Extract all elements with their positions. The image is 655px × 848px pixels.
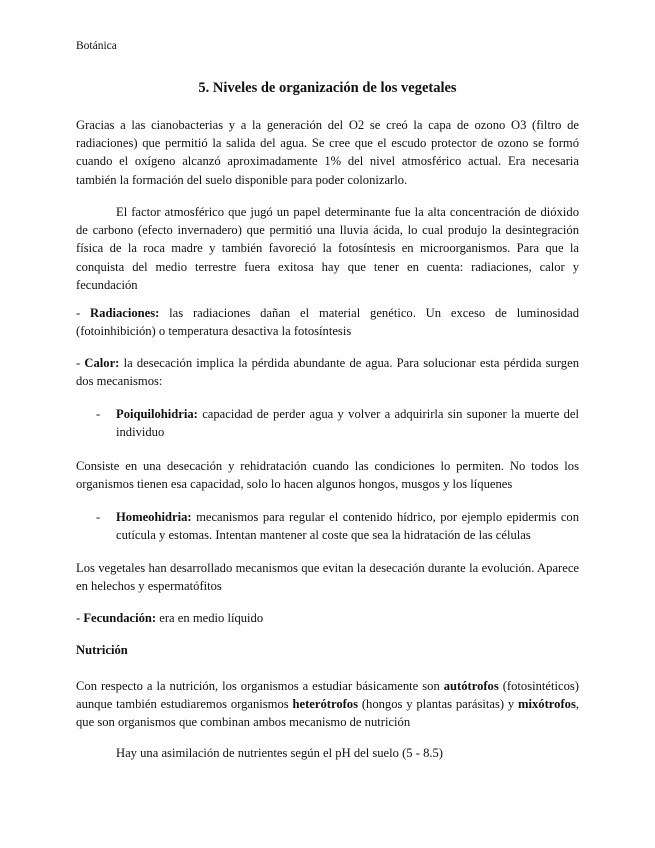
dash-marker: - [76,611,81,625]
radiaciones-text: las radiaciones dañan el material genético. Un exceso de luminosidad (fotoinhibición) o temperatura desactiva la fotosíntesis [76,306,579,339]
calor-label: Calor: [84,356,120,370]
page-header: Botánica [76,40,117,52]
fecundacion-label: Fecundación: [83,611,157,625]
mixotrofos-term: mixótrofos [518,697,576,712]
paragraph-fecundacion [76,609,579,627]
dash-marker: - [76,306,81,320]
calor-text: la desecación implica la pérdida abundante de agua. Para solucionar esta pérdida surgen dos mecanismos: [76,356,579,389]
paragraph-intro: Gracias a las cianobacterias y a la generación del O2 se creó la capa de ozono O3 (filtro de radiaciones) que permitió la salida del agua. Se cree que el escudo protector de ozono se formó cuando el oxígeno alcanzó aproximadamente 1% del nivel atmosférico actual. Era necesaria también la formación del suelo disponible para poder colonizarlo. [76,118,579,187]
dash-marker: - [96,510,101,524]
poiquilohidria-text: capacidad de perder agua y volver a adquirirla sin suponer la muerte del individuo [116,407,579,440]
paragraph-calor [76,354,579,390]
homeohidria-label: Homeohidria: [116,510,192,524]
paragraph-asimilacion: Hay una asimilación de nutrientes según el pH del suelo (5 - 8.5) [116,746,444,760]
nutricion-text-1: Con respecto a la nutrición, los organismos a estudiar básicamente son [76,679,444,693]
paragraph-atmospheric-factor: El factor atmosférico que jugó un papel determinante fue la alta concentración de dióxido de carbono (efecto invernadero) que permitió una lluvia ácida, lo cual produjo la desintegración física de la roca madre y también favoreció la fotosíntesis en microorganismos. Para que la conquista del medio terrestre fuera exitosa hay que tener en cuenta: radiaciones, calor y fecundación [76,205,579,292]
dash-marker: - [76,356,81,370]
autotrofos-term: autótrofos [443,679,499,693]
paragraph-radiaciones [76,304,579,340]
list-item-homeohidria [96,508,579,544]
section-heading-nutricion: Nutrición [76,643,128,657]
radiaciones-label: Radiaciones: [90,306,160,320]
poiquilohidria-label: Poiquilohidria: [116,407,198,421]
homeohidria-text: mecanismos para regular el contenido hídrico, por ejemplo epidermis con cutícula y estomas. Intentan mantener al coste que sea la hidratación de las células [116,510,579,543]
paragraph-nutricion [76,677,579,732]
nutricion-text-4: , que son organismos que combinan ambos mecanismo de nutrición [76,697,579,730]
list-item-poiquilohidria [96,405,579,441]
heterotrofos-term: heterótrofos [292,697,359,712]
paragraph-consiste: Consiste en una desecación y rehidratación cuando las condiciones lo permiten. No todos los organismos tienen esa capacidad, solo lo hacen algunos hongos, musgos y los líquenes [76,459,579,492]
page-title: 5. Niveles de organización de los vegetales [198,80,457,96]
homeohidria-content [116,508,579,544]
dash-marker: - [96,407,101,421]
paragraph-vegetales: Los vegetales han desarrollado mecanismos que evitan la desecación durante la evolución. Aparece en helechos y espermatófitos [76,561,579,594]
fecundacion-text: era en medio líquido [156,611,264,625]
nutricion-text-3: (hongos y plantas parásitas) y [358,697,519,712]
nutricion-text-2: (fotosintéticos) aunque también estudiaremos organismos [76,679,579,712]
poiquilohidria-content [116,405,579,441]
